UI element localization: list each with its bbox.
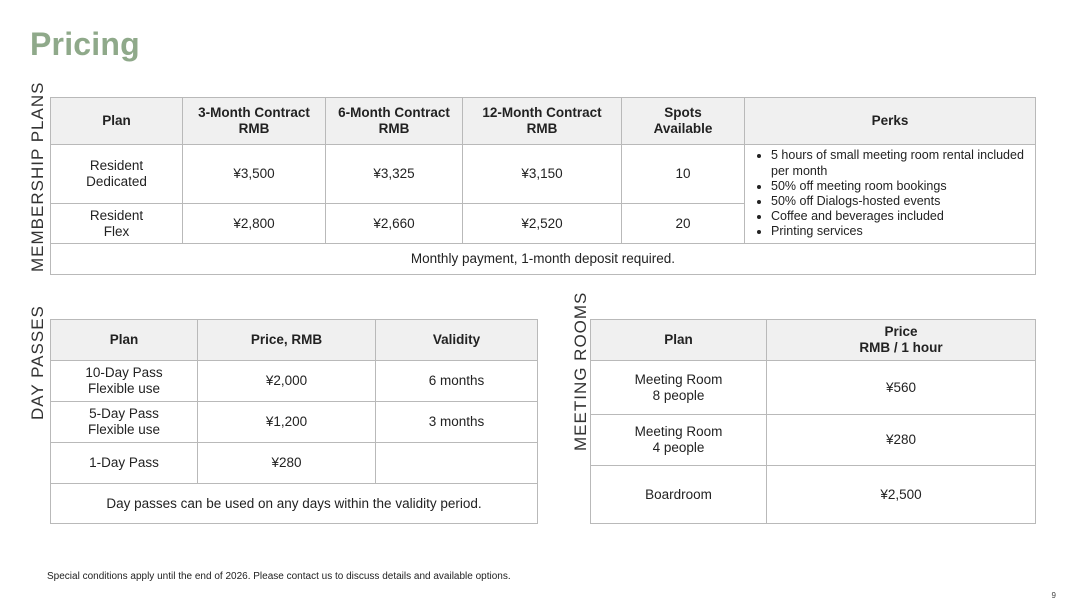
header-perks: Perks: [745, 98, 1036, 145]
header-plan: Plan: [51, 320, 198, 361]
table-row: [51, 145, 1036, 204]
price: ¥560: [767, 361, 1036, 415]
table-header-row: [591, 320, 1036, 361]
price: ¥2,500: [767, 466, 1036, 524]
table-footer-row: [51, 484, 538, 524]
table-row: [51, 402, 538, 443]
membership-plans-table: [50, 97, 1036, 275]
table-row: [51, 443, 538, 484]
header-3-month: 3-Month Contract RMB: [183, 98, 326, 145]
table-row: [591, 415, 1036, 466]
header-plan: Plan: [591, 320, 767, 361]
header-validity: Validity: [376, 320, 538, 361]
plan-name: 5-Day Pass Flexible use: [51, 402, 198, 443]
table-header-row: [51, 320, 538, 361]
meeting-rooms-table: [590, 319, 1036, 524]
validity: 3 months: [376, 402, 538, 443]
validity: [376, 443, 538, 484]
meeting-rooms-label: MEETING ROOMS: [571, 291, 590, 451]
price: ¥280: [767, 415, 1036, 466]
plan-name: 1-Day Pass: [51, 443, 198, 484]
header-spots: Spots Available: [622, 98, 745, 145]
price-12-month: ¥3,150: [463, 145, 622, 204]
price-6-month: ¥3,325: [326, 145, 463, 204]
room-name: Meeting Room 8 people: [591, 361, 767, 415]
page-title: Pricing: [30, 26, 140, 62]
table-row: [591, 466, 1036, 524]
room-name: Boardroom: [591, 466, 767, 524]
header-12-month: 12-Month Contract RMB: [463, 98, 622, 145]
perk-item: • 50% off meeting room bookings: [771, 179, 1029, 194]
day-passes-table: [50, 319, 538, 524]
plan-name: 10-Day Pass Flexible use: [51, 361, 198, 402]
price: ¥1,200: [198, 402, 376, 443]
perk-item: • Printing services: [771, 224, 1029, 239]
price: ¥2,000: [198, 361, 376, 402]
day-passes-label: DAY PASSES: [28, 305, 47, 420]
spots-available: 20: [622, 204, 745, 244]
price-3-month: ¥3,500: [183, 145, 326, 204]
room-name: Meeting Room 4 people: [591, 415, 767, 466]
table-header-row: [51, 98, 1036, 145]
header-6-month: 6-Month Contract RMB: [326, 98, 463, 145]
plan-name: Resident Flex: [51, 204, 183, 244]
perk-item: • 5 hours of small meeting room rental included per month: [771, 148, 1029, 178]
validity: 6 months: [376, 361, 538, 402]
perks-list: [753, 148, 1029, 239]
price-12-month: ¥2,520: [463, 204, 622, 244]
special-conditions-note: Special conditions apply until the end of 2026. Please contact us to discuss details and available options.: [47, 571, 511, 582]
table-row: [51, 361, 538, 402]
price-6-month: ¥2,660: [326, 204, 463, 244]
perk-item: • 50% off Dialogs-hosted events: [771, 194, 1029, 209]
membership-footer: Monthly payment, 1-month deposit required.: [51, 244, 1036, 275]
price: ¥280: [198, 443, 376, 484]
perks-cell: [745, 145, 1036, 244]
spots-available: 10: [622, 145, 745, 204]
day-passes-footer: Day passes can be used on any days within the validity period.: [51, 484, 538, 524]
header-price: Price, RMB: [198, 320, 376, 361]
header-price: Price RMB / 1 hour: [767, 320, 1036, 361]
perk-item: • Coffee and beverages included: [771, 209, 1029, 224]
header-plan: Plan: [51, 98, 183, 145]
plan-name: Resident Dedicated: [51, 145, 183, 204]
table-row: [591, 361, 1036, 415]
price-3-month: ¥2,800: [183, 204, 326, 244]
page-number: 9: [1051, 591, 1056, 600]
table-footer-row: [51, 244, 1036, 275]
membership-plans-label: MEMBERSHIP PLANS: [28, 81, 47, 272]
